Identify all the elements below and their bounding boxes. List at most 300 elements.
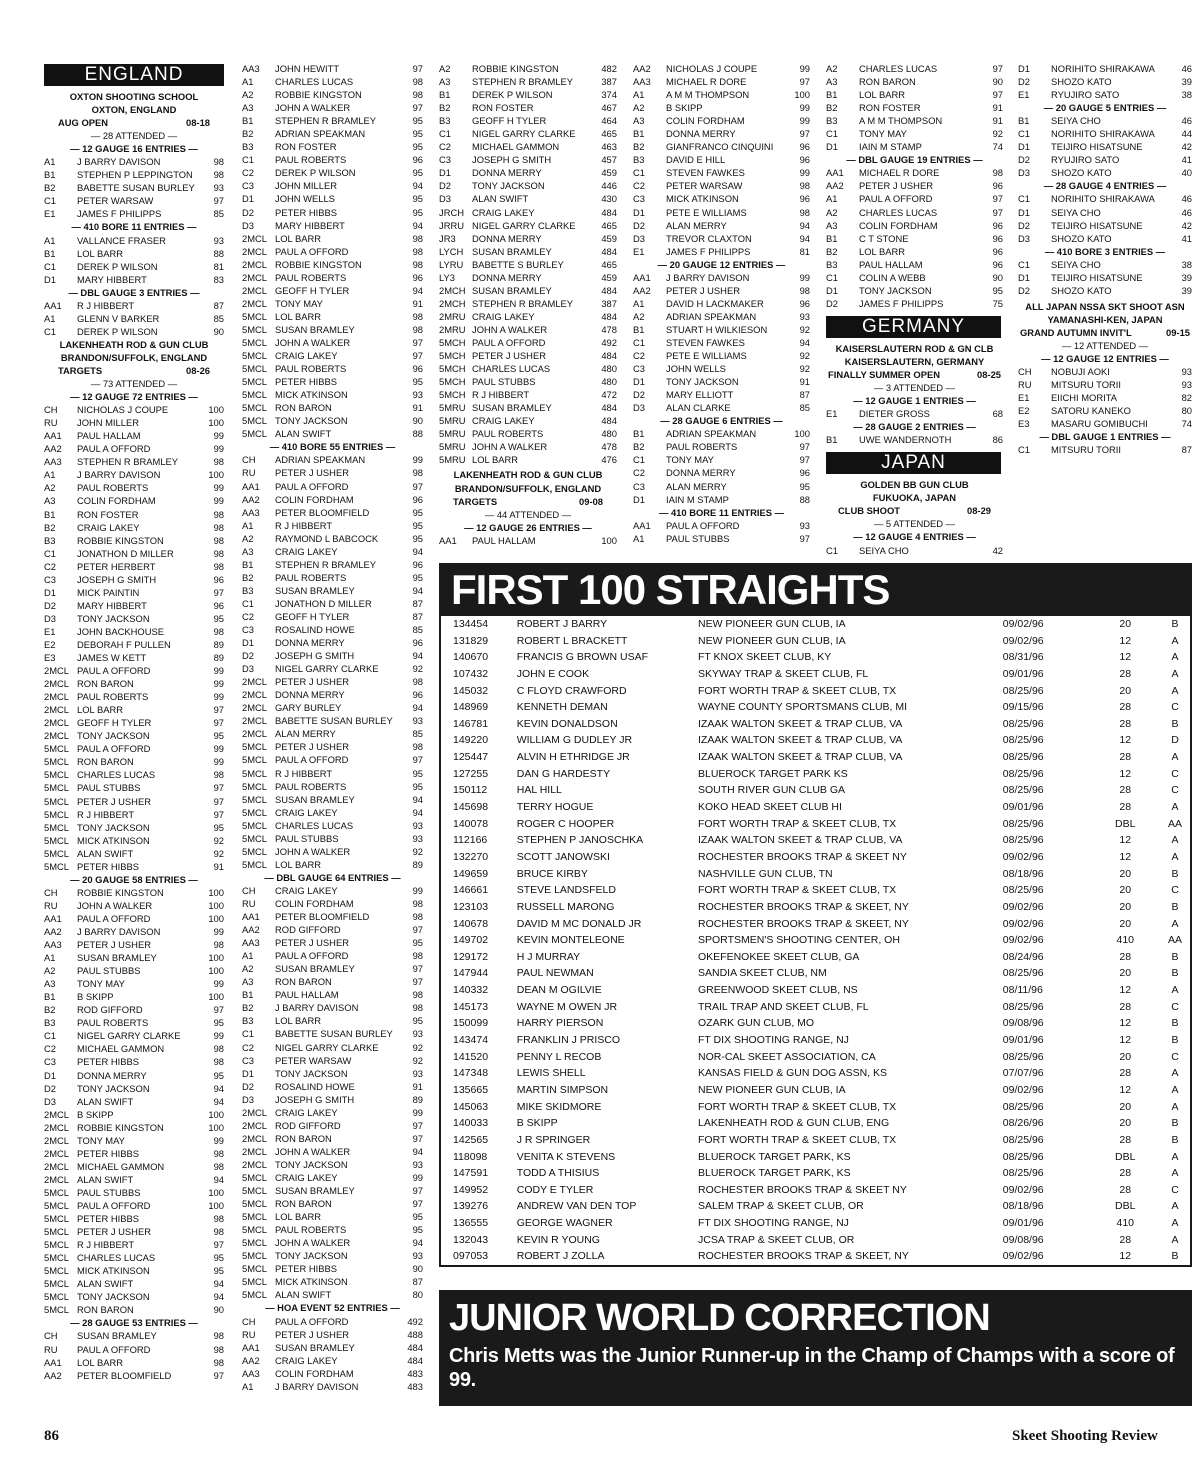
gauge: 20 bbox=[1119, 900, 1132, 913]
shooter-name: RON BARON bbox=[275, 976, 332, 988]
event-title bbox=[44, 116, 224, 129]
result-row bbox=[439, 88, 617, 101]
shoot-date: 08/25/96 bbox=[1002, 1100, 1044, 1113]
shooter-name: COLIN FORDHAM bbox=[275, 493, 354, 505]
result-class: D1 bbox=[439, 167, 451, 179]
result-class: B3 bbox=[826, 258, 838, 270]
result-row bbox=[826, 297, 1003, 310]
result-row bbox=[242, 1341, 423, 1354]
result-score: 465 bbox=[601, 258, 617, 270]
result-class: A1 bbox=[242, 76, 254, 88]
shooter-name: STEPHEN R BRAMLEY bbox=[275, 558, 377, 570]
result-score: 93 bbox=[412, 832, 423, 844]
shooter-name: PETER J USHER bbox=[77, 795, 151, 807]
straights-row bbox=[441, 949, 1190, 966]
result-score: 95 bbox=[412, 141, 423, 153]
shooter-name: ROBBIE KINGSTON bbox=[77, 534, 164, 546]
shooter-name: JOHN A WALKER bbox=[275, 102, 351, 114]
result-class: C1 bbox=[242, 154, 254, 166]
gauge-header: — 410 BORE 3 ENTRIES — bbox=[1044, 245, 1166, 257]
result-class: E3 bbox=[44, 652, 56, 664]
result-row bbox=[633, 427, 810, 440]
result-class: A3 bbox=[439, 76, 451, 88]
results-list bbox=[1018, 365, 1192, 430]
result-score: 96 bbox=[412, 271, 423, 283]
shooter-name: UWE WANDERNOTH bbox=[859, 434, 952, 446]
result-row bbox=[633, 114, 810, 127]
result-score: 98 bbox=[412, 950, 423, 962]
club-name: IZAAK WALTON SKEET & TRAP CLUB, VA bbox=[698, 717, 903, 730]
shooter-name: JOHN WELLS bbox=[666, 363, 726, 375]
result-score: 90 bbox=[213, 1304, 224, 1316]
result-score: 97 bbox=[412, 1132, 423, 1144]
result-class: AA1 bbox=[633, 271, 651, 283]
result-class: C1 bbox=[633, 167, 645, 179]
straights-row bbox=[441, 649, 1190, 666]
result-row bbox=[242, 910, 423, 923]
result-class: AA3 bbox=[633, 76, 651, 88]
result-class: 5MCL bbox=[44, 1252, 70, 1264]
shooter-name: PAUL A OFFORD bbox=[77, 665, 151, 677]
result-score: 80 bbox=[412, 1289, 423, 1301]
result-score: 98 bbox=[992, 167, 1003, 179]
nssa-number: 145032 bbox=[453, 684, 489, 697]
result-score: 89 bbox=[213, 638, 224, 650]
result-row bbox=[242, 401, 423, 414]
result-class: D2 bbox=[1018, 219, 1030, 231]
result-score: 41 bbox=[1181, 154, 1192, 166]
result-class: D1 bbox=[242, 193, 254, 205]
result-row bbox=[44, 573, 224, 586]
nssa-number: 145698 bbox=[453, 801, 489, 814]
result-score: 99 bbox=[213, 678, 224, 690]
nssa-number: 145173 bbox=[453, 1000, 489, 1013]
result-score: 483 bbox=[407, 1367, 423, 1379]
shooter-name: RON FOSTER bbox=[472, 102, 534, 114]
result-score: 387 bbox=[601, 297, 617, 309]
result-class: 5MCL bbox=[44, 847, 70, 859]
result-score: 80 bbox=[1181, 405, 1192, 417]
shooter-name: JOSEPH G SMITH bbox=[275, 650, 355, 662]
result-row bbox=[242, 271, 423, 284]
result-row bbox=[44, 1303, 224, 1316]
gauge: 20 bbox=[1119, 867, 1132, 880]
result-score: 97 bbox=[412, 754, 423, 766]
shooter-name: NIGEL GARRY CLARKE bbox=[275, 1041, 379, 1053]
results-column-4 bbox=[633, 62, 810, 545]
straights-row bbox=[441, 1182, 1190, 1199]
result-score: 465 bbox=[601, 128, 617, 140]
result-class: B1 bbox=[826, 89, 838, 101]
result-class: 2MCL bbox=[242, 702, 268, 714]
result-row bbox=[44, 1329, 224, 1342]
result-row bbox=[242, 192, 423, 205]
result-row bbox=[439, 401, 617, 414]
result-row bbox=[633, 453, 810, 466]
club-name: FORT WORTH TRAP & SKEET CLUB, TX bbox=[698, 684, 897, 697]
shooter-name: DEBORAH F PULLEN bbox=[77, 638, 171, 650]
result-class: 2MCL bbox=[44, 704, 70, 716]
result-class: C1 bbox=[44, 1030, 56, 1042]
event-title bbox=[826, 368, 1003, 381]
shooter-name: MICHAEL R DORE bbox=[666, 76, 747, 88]
result-score: 95 bbox=[412, 376, 423, 388]
shooter-name: TONY JACKSON bbox=[666, 376, 739, 388]
result-score: 38 bbox=[1181, 258, 1192, 270]
shooter-name: MARTIN SIMPSON bbox=[516, 1083, 609, 1096]
result-score: 484 bbox=[407, 1354, 423, 1366]
gauge-header: — 12 GAUGE 4 ENTRIES — bbox=[853, 531, 976, 543]
shooter-name: ALVIN H ETHRIDGE JR bbox=[516, 751, 630, 764]
nssa-number: 127255 bbox=[453, 767, 489, 780]
nssa-number: 149659 bbox=[453, 867, 489, 880]
result-score: 99 bbox=[412, 884, 423, 896]
shooter-name: BABETTE S BURLEY bbox=[472, 258, 564, 270]
result-row bbox=[242, 727, 423, 740]
result-score: 93 bbox=[412, 715, 423, 727]
attendance: — 44 ATTENDED — bbox=[484, 508, 572, 520]
result-class: C2 bbox=[242, 1041, 254, 1053]
shooter-name: MICK PAINTIN bbox=[77, 586, 140, 598]
straights-row bbox=[441, 1232, 1190, 1249]
result-class: E1 bbox=[1018, 392, 1030, 404]
result-row bbox=[633, 336, 810, 349]
result-row bbox=[439, 192, 617, 205]
result-class: 5MCL bbox=[242, 767, 268, 779]
shooter-name: DONNA MERRY bbox=[472, 232, 542, 244]
shooter-name: DEREK P WILSON bbox=[472, 89, 553, 101]
result-row bbox=[44, 1160, 224, 1173]
result-score: 95 bbox=[412, 1015, 423, 1027]
gauge: 20 bbox=[1119, 917, 1132, 930]
result-class: 2MCL bbox=[242, 715, 268, 727]
result-class: C1 bbox=[44, 260, 56, 272]
result-score: 95 bbox=[412, 571, 423, 583]
result-score: 97 bbox=[213, 782, 224, 794]
result-class: 5MCL bbox=[242, 793, 268, 805]
shooter-name: RON BARON bbox=[275, 1198, 332, 1210]
straights-row bbox=[441, 766, 1190, 783]
result-score: 94 bbox=[412, 1237, 423, 1249]
gauge: 28 bbox=[1119, 1183, 1132, 1196]
result-score: 82 bbox=[1181, 392, 1192, 404]
shooter-name: PAUL A OFFORD bbox=[472, 336, 546, 348]
gauge: 12 bbox=[1119, 767, 1132, 780]
shooter-name: CRAIG LAKEY bbox=[472, 415, 535, 427]
shooter-name: RON FOSTER bbox=[859, 102, 921, 114]
result-row bbox=[242, 466, 423, 479]
shooter-name: ALAN MERRY bbox=[275, 728, 336, 740]
result-class: 2MCL bbox=[242, 689, 268, 701]
result-row bbox=[44, 1055, 224, 1068]
result-class: D1 bbox=[633, 376, 645, 388]
result-class: A1 bbox=[44, 952, 56, 964]
result-score: 95 bbox=[213, 1069, 224, 1081]
result-class: 5MCL bbox=[44, 1199, 70, 1211]
result-row bbox=[242, 1067, 423, 1080]
result-class: E3 bbox=[1018, 418, 1030, 430]
shooter-name: LOL BARR bbox=[275, 310, 322, 322]
result-score: 86 bbox=[992, 434, 1003, 446]
result-row bbox=[44, 299, 224, 312]
result-row bbox=[242, 1380, 423, 1393]
result-score: 484 bbox=[601, 310, 617, 322]
gauge: 20 bbox=[1119, 618, 1132, 630]
shooter-name: PETER J USHER bbox=[77, 1226, 151, 1238]
result-score: 100 bbox=[208, 469, 224, 481]
shooter-name: TEIJIRO HISATSUNE bbox=[1051, 141, 1143, 153]
results-list bbox=[242, 884, 423, 1302]
straights-row bbox=[441, 1065, 1190, 1082]
shooter-name: STEVEN FAWKES bbox=[666, 167, 745, 179]
shooter-name: PETER J USHER bbox=[275, 467, 349, 479]
result-class: 5MCL bbox=[242, 402, 268, 414]
result-class: B3 bbox=[826, 115, 838, 127]
shooter-name: NORIHITO SHIRAKAWA bbox=[1051, 63, 1155, 74]
result-row bbox=[633, 75, 810, 88]
result-score: 374 bbox=[601, 89, 617, 101]
result-row bbox=[1018, 114, 1192, 127]
shooter-name: NIGEL GARRY CLARKE bbox=[275, 663, 379, 675]
shooter-name: MICHAEL GAMMON bbox=[77, 1160, 165, 1172]
result-class: 2MCL bbox=[44, 1121, 70, 1133]
result-class: D3 bbox=[633, 402, 645, 414]
result-row bbox=[439, 310, 617, 323]
result-row bbox=[242, 1027, 423, 1040]
shooter-name: TREVOR CLAXTON bbox=[666, 232, 752, 244]
shooter-name: PAUL NEWMAN bbox=[516, 967, 594, 980]
nssa-number: 147944 bbox=[453, 967, 489, 980]
result-score: 98 bbox=[213, 1160, 224, 1172]
club-name: OXTON SHOOTING SCHOOL bbox=[69, 91, 199, 102]
shooter-name: IAIN M STAMP bbox=[859, 141, 922, 153]
result-class: 5MCL bbox=[44, 860, 70, 872]
result-score: 100 bbox=[208, 912, 224, 924]
result-score: 467 bbox=[601, 102, 617, 114]
shooter-name: DAN G HARDESTY bbox=[516, 767, 611, 780]
result-score: 95 bbox=[213, 1252, 224, 1264]
shooter-name: MARY HIBBERT bbox=[77, 273, 147, 285]
result-score: 480 bbox=[601, 363, 617, 375]
result-row bbox=[242, 1197, 423, 1210]
result-score: 446 bbox=[601, 180, 617, 192]
country-header-japan: JAPAN bbox=[826, 452, 1001, 474]
shooter-name: TONY JACKSON bbox=[275, 415, 348, 427]
result-score: 88 bbox=[412, 428, 423, 440]
result-class: C2 bbox=[44, 1043, 56, 1055]
result-row bbox=[439, 388, 617, 401]
class: A bbox=[1171, 634, 1179, 647]
result-class: D1 bbox=[633, 493, 645, 505]
result-class: B1 bbox=[44, 247, 56, 259]
shooter-name: SEIYA CHO bbox=[1051, 206, 1101, 218]
nssa-number: 149952 bbox=[453, 1183, 489, 1196]
shoot-date: 09/02/96 bbox=[1002, 634, 1044, 647]
shooter-name: R J HIBBERT bbox=[472, 389, 530, 401]
nssa-number: 140678 bbox=[453, 917, 489, 930]
result-row bbox=[242, 884, 423, 897]
result-class: AA3 bbox=[242, 506, 260, 518]
result-score: 89 bbox=[412, 1093, 423, 1105]
result-score: 97 bbox=[799, 532, 810, 544]
straights-row bbox=[441, 882, 1190, 899]
result-row bbox=[439, 349, 617, 362]
result-row bbox=[242, 714, 423, 727]
result-score: 98 bbox=[213, 534, 224, 546]
result-row bbox=[633, 310, 810, 323]
result-score: 99 bbox=[213, 926, 224, 937]
result-score: 98 bbox=[412, 989, 423, 1001]
club-name: GOLDEN BB GUN CLUB bbox=[860, 479, 969, 491]
result-row bbox=[439, 140, 617, 153]
results-list bbox=[44, 234, 224, 286]
shooter-name: LOL BARR bbox=[275, 1015, 322, 1027]
result-row bbox=[826, 219, 1003, 232]
result-class: 5MCL bbox=[242, 1289, 268, 1301]
result-row bbox=[242, 519, 423, 532]
result-class: D1 bbox=[44, 1069, 56, 1081]
result-class: AA3 bbox=[242, 1367, 260, 1379]
straights-row bbox=[441, 982, 1190, 999]
result-class: JR3 bbox=[439, 232, 456, 244]
result-score: 93 bbox=[412, 819, 423, 831]
result-row bbox=[242, 1171, 423, 1184]
result-row bbox=[44, 677, 224, 690]
result-row bbox=[44, 1003, 224, 1016]
shooter-name: CHARLES LUCAS bbox=[77, 1252, 156, 1264]
shooter-name: PAUL STUBBS bbox=[77, 965, 141, 977]
result-class: 5MCL bbox=[242, 310, 268, 322]
result-row bbox=[439, 427, 617, 440]
shooter-name: ADRIAN SPEAKMAN bbox=[666, 310, 757, 322]
result-class: 5MCL bbox=[44, 769, 70, 781]
result-score: 484 bbox=[601, 415, 617, 427]
shoot-date: 09/02/96 bbox=[1002, 900, 1044, 913]
shooter-name: TONY JACKSON bbox=[472, 180, 545, 192]
results-list bbox=[826, 62, 1003, 153]
event-name: FINALLY SUMMER OPEN bbox=[828, 368, 940, 380]
shooter-name: WAYNE M OWEN JR bbox=[516, 1000, 618, 1013]
shoot-date: 09/02/96 bbox=[1002, 1083, 1044, 1096]
result-class: C1 bbox=[633, 454, 645, 466]
event-title bbox=[826, 504, 1003, 517]
shooter-name: JOSEPH G SMITH bbox=[472, 154, 552, 166]
result-row bbox=[242, 1223, 423, 1236]
result-class: 2MCL bbox=[242, 284, 268, 296]
class: C bbox=[1171, 701, 1179, 714]
result-row bbox=[44, 547, 224, 560]
result-class: A1 bbox=[242, 519, 254, 531]
result-score: 484 bbox=[601, 402, 617, 414]
result-class: B3 bbox=[44, 534, 56, 546]
result-class: C3 bbox=[633, 480, 645, 492]
straights-row bbox=[441, 1049, 1190, 1066]
result-row bbox=[242, 284, 423, 297]
shooter-name: CRAIG LAKEY bbox=[275, 1354, 338, 1366]
club-name: ROCHESTER BROOKS TRAP & SKEET, NY bbox=[698, 1250, 909, 1263]
result-class: D1 bbox=[1018, 271, 1030, 283]
event-date: 08-18 bbox=[186, 117, 210, 129]
result-score: 85 bbox=[412, 728, 423, 740]
result-row bbox=[633, 349, 810, 362]
result-row bbox=[242, 662, 423, 675]
result-row bbox=[242, 753, 423, 766]
result-row bbox=[439, 166, 617, 179]
result-row bbox=[242, 1288, 423, 1301]
shoot-date: 07/07/96 bbox=[1002, 1067, 1044, 1080]
result-row bbox=[1018, 404, 1192, 417]
result-score: 484 bbox=[601, 245, 617, 257]
result-score: 91 bbox=[992, 102, 1003, 114]
result-score: 94 bbox=[213, 1082, 224, 1094]
result-score: 97 bbox=[799, 454, 810, 466]
result-row bbox=[633, 519, 810, 532]
result-class: 5MCL bbox=[242, 1224, 268, 1236]
result-row bbox=[44, 938, 224, 951]
result-class: RU bbox=[242, 1328, 256, 1340]
club-name: FORT WORTH TRAP & SKEET CLUB, TX bbox=[698, 1100, 897, 1113]
gauge: 20 bbox=[1119, 1050, 1132, 1063]
shooter-name: PETER J USHER bbox=[275, 741, 349, 753]
result-score: 94 bbox=[213, 1173, 224, 1185]
nssa-number: 140078 bbox=[453, 817, 489, 830]
shooter-name: PAUL A OFFORD bbox=[77, 443, 151, 455]
shooter-name: JONATHON D MILLER bbox=[77, 547, 174, 559]
shooter-name: J BARRY DAVISON bbox=[275, 1002, 359, 1014]
result-class: 5MCL bbox=[44, 1265, 70, 1277]
result-row bbox=[826, 75, 1003, 88]
result-class: RU bbox=[242, 467, 256, 479]
gauge: 28 bbox=[1119, 1000, 1132, 1013]
class: B bbox=[1171, 1133, 1179, 1146]
result-class: A3 bbox=[242, 545, 254, 557]
class: A bbox=[1171, 1217, 1179, 1230]
result-class: 2MCH bbox=[439, 297, 466, 309]
shoot-date: 09/02/96 bbox=[1002, 618, 1044, 630]
event-name: TARGETS bbox=[58, 364, 103, 376]
result-score: 87 bbox=[412, 597, 423, 609]
shoot-date: 08/25/96 bbox=[1002, 1150, 1044, 1163]
result-class: B1 bbox=[633, 323, 645, 335]
shooter-name: PETER HIBBS bbox=[77, 1056, 139, 1068]
result-score: 98 bbox=[213, 1056, 224, 1068]
class: A bbox=[1171, 801, 1179, 814]
results-list bbox=[242, 1315, 423, 1393]
result-score: 95 bbox=[213, 730, 224, 742]
result-class: D1 bbox=[1018, 206, 1030, 218]
result-row bbox=[44, 1042, 224, 1055]
result-score: 68 bbox=[992, 408, 1003, 420]
result-class: CH bbox=[242, 884, 256, 896]
result-score: 42 bbox=[1181, 219, 1192, 231]
result-class: A1 bbox=[633, 89, 645, 101]
result-score: 98 bbox=[412, 323, 423, 335]
result-class: LYCH bbox=[439, 245, 464, 257]
nssa-number: 142565 bbox=[453, 1133, 489, 1146]
nssa-number: 140033 bbox=[453, 1117, 489, 1130]
result-class: 5MCL bbox=[242, 845, 268, 857]
gauge: DBL bbox=[1115, 817, 1136, 830]
gauge-header: — 12 GAUGE 12 ENTRIES — bbox=[1041, 353, 1169, 365]
nssa-number: 145063 bbox=[453, 1100, 489, 1113]
club-name: NEW PIONEER GUN CLUB, IA bbox=[698, 1083, 846, 1096]
result-score: 85 bbox=[213, 208, 224, 220]
result-score: 96 bbox=[799, 154, 810, 166]
club-name: ROCHESTER BROOKS TRAP & SKEET, NY bbox=[698, 900, 909, 913]
shooter-name: KEVIN DONALDSON bbox=[516, 717, 618, 730]
result-row bbox=[242, 819, 423, 832]
result-row bbox=[826, 258, 1003, 271]
